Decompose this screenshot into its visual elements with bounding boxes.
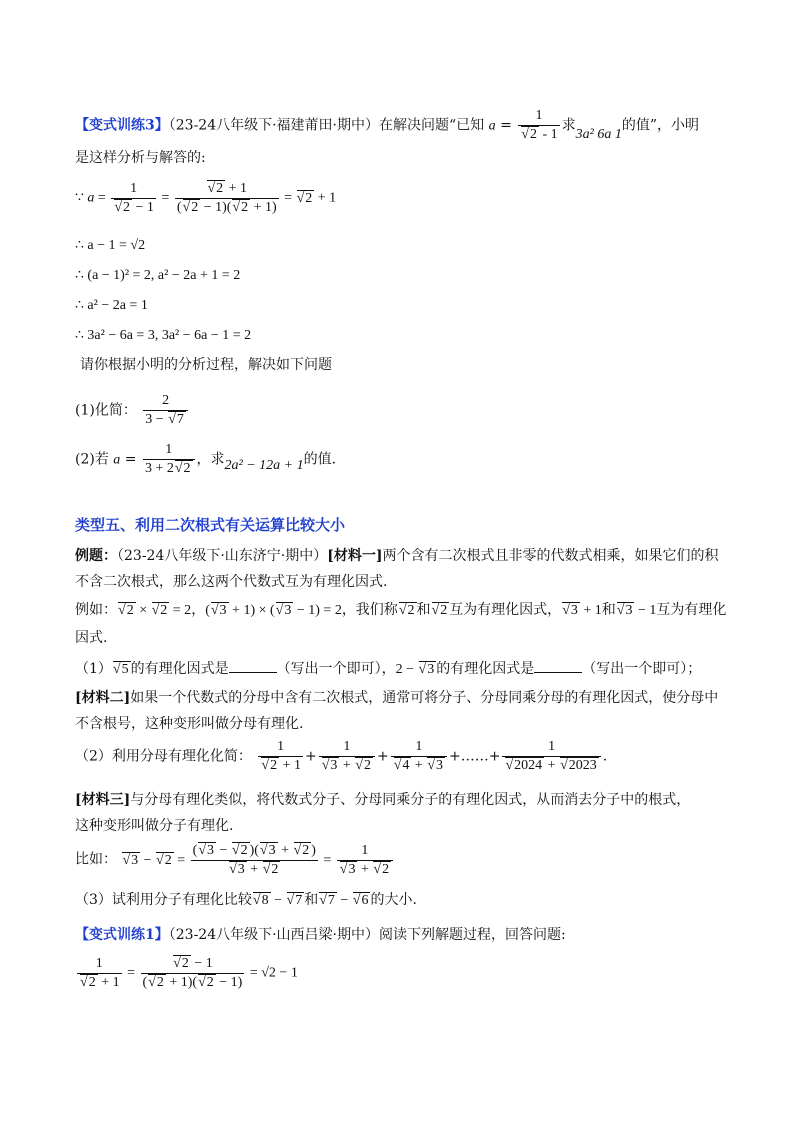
answer-blank-1[interactable] [229, 658, 277, 673]
variant3-line2: 是这样分析与解答的: [75, 150, 206, 166]
example-q1: （1）√ 5 的有理化因式是 （写出一个即可），2 − √ 3 的有理化因式是 （写出一个即可）； [75, 658, 701, 680]
eg-and: 和 [416, 602, 431, 618]
q1-e: （写出一个即可）； [582, 661, 702, 677]
q2-fraction: $\frac{1}{3 + 2√ 2}$ [143, 441, 195, 478]
answer-blank-2[interactable] [534, 658, 582, 673]
prompt: 请你根据小明的分析过程，解决如下问题 [80, 357, 332, 373]
example-q2: （2）利用分母有理化化简： 1 √ 2 + 1 + 1 √ 3 + √ 2 + 1 √ 4 + √ 3 +……+ 1 √ 2024 + √ 2023 . [75, 738, 607, 775]
variant3-intro-c: 的值”，小明 [621, 117, 700, 134]
var-a: a [488, 118, 496, 134]
mat1-text2: 不含二次根式，那么这两个代数式互为有理化因式. [75, 574, 388, 590]
mat2-text2: 不含根号，这种变形叫做分母有理化. [75, 716, 304, 732]
mat2-text: 如果一个代数式的分母中含有二次根式，通常可将分子、分母同乘分母的有理化因式，使分母中 [130, 690, 719, 706]
mat1-text: 两个含有二次根式且非零的代数式相乘，如果它们的积 [382, 548, 719, 564]
step2: ∴ a − 1 = √2 [75, 238, 146, 253]
example-source: （23-24八年级下·山东济宁·期中） [117, 548, 328, 564]
step5: ∴ 3a² − 6a = 3, 3a² − 6a − 1 = 2 [75, 328, 252, 343]
q3-mid: 和 [304, 892, 319, 908]
q3-end: 的大小. [370, 892, 417, 908]
eg-prefix: 例如： [75, 602, 117, 618]
mat3-tag: [材料三] [75, 792, 131, 808]
example-label: 例题： [75, 548, 117, 564]
q2-end: 的值. [303, 451, 337, 468]
q2-dots: +……+ [449, 748, 501, 765]
step4: ∴ a² − 2a = 1 [75, 298, 148, 313]
mat3-text: 与分母有理化类似，将代数式分子、分母同乘分子的有理化因式，从而消去分子中的根式， [130, 792, 691, 808]
q1-b: 的有理化因式是 [130, 661, 229, 677]
variant1-text: 阅读下列解题过程，回答问题: [379, 927, 566, 943]
eg-sep: ， [191, 602, 206, 618]
q3-text: （3）试利用分子有理化比较 [75, 892, 252, 908]
question2: (2)若 a = $\frac{1}{3 + 2√ 2}$ ，求2a² − 12a + 1的值. [75, 441, 336, 478]
q2-text: （2）利用分母有理化化简： [75, 748, 252, 765]
step1: ∵ a = 1 √ 2 − 1 = √ $\frac{2 + 1}{(√ 2 - 1)(√ 2 + 1)}$ = √ 2 + 1 [75, 180, 336, 217]
variant3-intro-a: 在解决问题“已知 [379, 117, 485, 134]
example-line1 [75, 546, 719, 566]
q2-expr: 2a² − 12a + 1 [224, 457, 304, 473]
step3: ∴ (a − 1)² = 2, a² − 2a + 1 = 2 [75, 268, 241, 283]
given-fraction: 1 √ 2 - 1 [518, 107, 559, 144]
eg-call: ，我们称 [341, 602, 398, 618]
q1-c: （写出一个即可）， [276, 661, 396, 677]
eg-mutual2: 互为有理化 [656, 602, 727, 618]
eg2-prefix: 比如： [75, 851, 117, 868]
eg-and2: 和 [601, 602, 616, 618]
given-expr: 3a² 6a 1 [575, 126, 622, 142]
variant3-tag: 【变式训练3】 [75, 117, 169, 134]
variant1-expr: 1 √ 2 + 1 = √ $\frac{2 - 1}{(√ 2 + 1)(√ 2 - 1)}$ = √2 − 1 [75, 955, 298, 992]
variant3-intro-b: 求 [561, 117, 576, 134]
q1-label: (1)化简： [75, 402, 137, 419]
question1 [75, 392, 190, 429]
example-eg2: 比如： √ 3 − √ 2 = (√ 3 − √ 2 )(√ 3 + √ 2 ) √ 3 + √ 2 = 1 √ 3 + √ 2 [75, 842, 395, 879]
variant1-tag: 【变式训练1】 [75, 927, 169, 943]
example-q3: （3）试利用分子有理化比较√ 8 − √ 7 和√ 7 − √ 6 的大小. [75, 890, 417, 911]
q1-num: （1） [75, 661, 112, 677]
variant3-source: （23-24八年级下·福建莆田·期中） [168, 117, 380, 134]
q2-mid: ，求 [196, 451, 225, 468]
mat3-line1 [75, 790, 690, 810]
q1-fraction: $\frac{2}{3 - √ 7}$ [143, 392, 188, 429]
q2-label: (2)若 [75, 451, 109, 468]
variant1-source: （23-24八年级下·山西吕梁·期中） [168, 927, 380, 943]
q1-d: 的有理化因式是 [436, 661, 535, 677]
mat2-tag: [材料二] [75, 690, 131, 706]
mat1-tag: [材料一] [327, 548, 383, 564]
eg-mutual: 互为有理化因式， [449, 602, 562, 618]
variant3-intro: 【变式训练3】（23-24八年级下·福建莆田·期中）在解决问题“已知 a = 1 √ 2 - 1 求3a² 6a 1的值”，小明 [75, 107, 699, 144]
example-eg: 例如：√ 2 × √ 2 = 2，(√ 3 + 1) × (√ 3 − 1) = 2，我们称√ 2 和√ 2 互为有理化因式，√ 3 + 1和√ 3 − 1互为有理化 [75, 600, 726, 621]
variant1-intro [75, 925, 566, 945]
mat3-text2: 这种变形叫做分子有理化. [75, 818, 234, 834]
mat2-line1 [75, 688, 718, 708]
section-title: 类型五、利用二次根式有关运算比较大小 [75, 516, 346, 534]
eg-text7: 因式. [75, 630, 108, 646]
variant1-result: = √2 − 1 [249, 965, 298, 981]
